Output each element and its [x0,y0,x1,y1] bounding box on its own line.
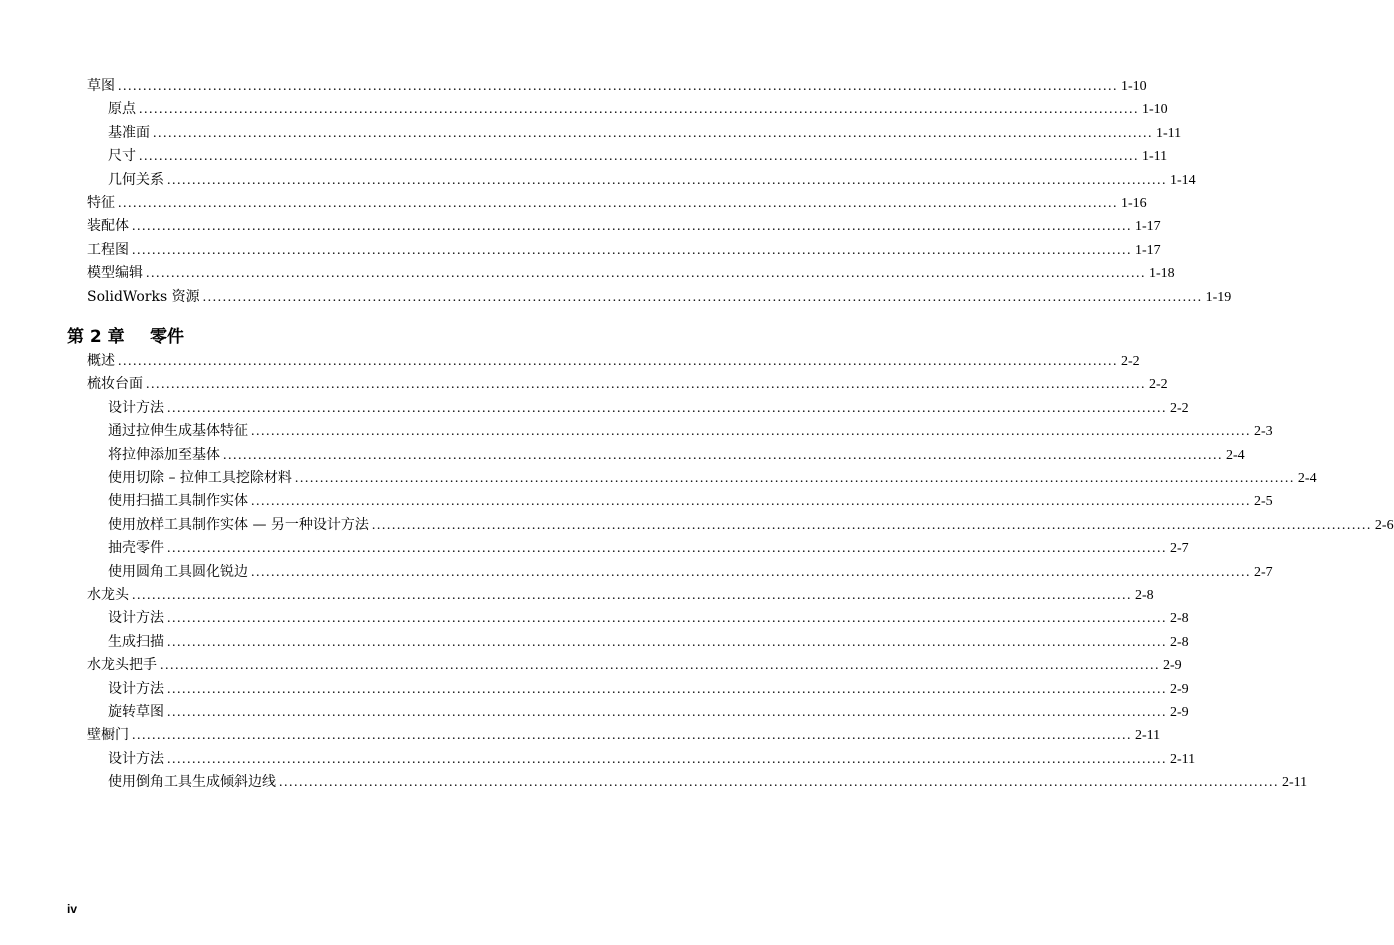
leader-dots: ........................................................................................................................................................................................................ [132,242,1132,258]
toc-entry[interactable] [108,563,1273,582]
toc-entry-page: 2-2 [1170,400,1189,416]
toc-entry-page: 1-14 [1170,172,1196,188]
toc-entry[interactable] [87,194,1147,213]
toc-entry-label: 使用放样工具制作实体 — 另一种设计方法 [108,516,369,533]
toc-entry-page: 2-3 [1254,424,1273,440]
leader-dots: ........................................................................................................................................................................................................ [139,149,1139,165]
toc-entry[interactable] [108,399,1189,418]
toc-entry-page: 2-9 [1170,681,1189,697]
toc-entry[interactable] [108,633,1189,652]
leader-dots: ........................................................................................................................................................................................................ [202,289,1203,305]
toc-entry-page: 1-18 [1149,266,1175,282]
chapter-number: 第 2 章 [67,327,125,347]
toc-entry[interactable] [87,586,1154,605]
toc-entry[interactable] [108,124,1182,143]
toc-entry-page: 1-11 [1142,149,1168,165]
toc-entry[interactable] [108,446,1245,465]
leader-dots: ........................................................................................................................................................................................................ [146,266,1146,282]
toc-entry-page: 2-6 [1374,517,1394,533]
toc-entry-label: 设计方法 [108,680,164,697]
toc-entry-label: 尺寸 [108,148,136,165]
toc-entry-page: 2-4 [1226,447,1245,463]
toc-entry-label: 通过拉伸生成基体特征 [108,423,248,440]
toc-entry-label: 使用切除 – 拉伸工具挖除材料 [108,470,292,486]
leader-dots: ........................................................................................................................................................................................................ [167,400,1167,416]
leader-dots: ........................................................................................................................................................................................................ [132,588,1132,603]
leader-dots: ........................................................................................................................................................................................................ [146,377,1146,393]
toc-entry[interactable] [108,492,1273,511]
toc-entry[interactable] [108,703,1189,722]
toc-entry[interactable] [87,726,1161,745]
toc-entry-label: 使用圆角工具圆化锐边 [108,563,248,580]
toc-entry-label: 水龙头把手 [87,657,157,674]
leader-dots: ........................................................................................................................................................................................................ [167,705,1167,720]
toc-entry-label: 特征 [87,195,115,211]
toc-entry-label: 几何关系 [108,171,164,188]
toc-entry-label: 旋转草图 [108,704,164,720]
leader-dots: ........................................................................................................................................................................................................ [251,564,1251,580]
leader-dots: ........................................................................................................................................................................................................ [167,634,1167,650]
toc-entry-label: 草图 [87,78,115,94]
toc-entry-page: 2-8 [1135,588,1154,603]
leader-dots: ........................................................................................................................................................................................................ [223,447,1223,463]
toc-entry[interactable] [87,217,1161,236]
toc-entry-label: 原点 [108,101,136,118]
leader-dots: ........................................................................................................................................................................................................ [118,79,1118,94]
toc-entry[interactable] [108,171,1196,190]
toc-entry-page: 2-9 [1170,705,1189,720]
toc-entry[interactable] [108,100,1168,119]
toc-entry-label: 使用倒角工具生成倾斜边线 [108,774,276,791]
toc-entry[interactable] [108,609,1189,628]
toc-entry-label: 梳妆台面 [87,376,143,393]
leader-dots: ........................................................................................................................................................................................................ [118,196,1118,211]
toc-entry[interactable] [108,750,1196,769]
page-number: iv [67,902,78,916]
toc-entry-label: 基准面 [108,124,150,141]
toc-entry-page: 2-11 [1282,775,1308,791]
toc-entry[interactable] [108,147,1168,166]
toc-entry[interactable] [108,516,1394,535]
leader-dots: ........................................................................................................................................................................................................ [153,125,1153,141]
toc-entry-page: 2-2 [1121,354,1140,369]
toc-entry-page: 1-17 [1135,219,1161,235]
toc-entry-label: 使用扫描工具制作实体 [108,493,248,510]
leader-dots: ........................................................................................................................................................................................................ [371,517,1372,533]
toc-entry-page: 2-7 [1254,564,1273,580]
toc-entry-page: 2-8 [1170,611,1189,627]
leader-dots: ........................................................................................................................................................................................................ [167,611,1167,627]
toc-entry-label: 生成扫描 [108,633,164,650]
leader-dots: ........................................................................................................................................................................................................ [167,541,1167,557]
toc-entry-label: SolidWorks 资源 [87,288,200,305]
toc-entry-label: 将拉伸添加至基体 [108,446,220,463]
chapter-title: 零件 [150,327,184,347]
leader-dots: ........................................................................................................................................................................................................ [167,751,1167,767]
toc-entry-page: 2-11 [1135,728,1161,744]
toc-entry[interactable] [108,539,1189,558]
toc-entry[interactable] [108,422,1273,441]
toc-entry-page: 2-9 [1163,658,1182,674]
toc-entry[interactable] [108,469,1317,488]
leader-dots: ........................................................................................................................................................................................................ [167,172,1167,188]
toc-entry-page: 2-4 [1297,471,1317,486]
chapter-heading [67,326,184,348]
leader-dots: ........................................................................................................................................................................................................ [294,471,1295,486]
toc-entry-label: 设计方法 [108,750,164,767]
toc-entry-label: 壁橱门 [87,727,129,744]
toc-entry[interactable] [87,264,1175,283]
leader-dots: ........................................................................................................................................................................................................ [118,354,1118,369]
toc-entry-label: 设计方法 [108,610,164,627]
toc-entry[interactable] [87,77,1147,96]
toc-entry-label: 装配体 [87,218,129,235]
toc-entry[interactable] [87,288,1232,307]
leader-dots: ........................................................................................................................................................................................................ [279,775,1279,791]
toc-entry[interactable] [87,656,1182,675]
toc-entry-page: 1-10 [1142,102,1168,118]
toc-entry[interactable] [108,773,1308,792]
toc-entry-label: 设计方法 [108,399,164,416]
leader-dots: ........................................................................................................................................................................................................ [167,681,1167,697]
leader-dots: ........................................................................................................................................................................................................ [132,219,1132,235]
toc-entry-page: 1-16 [1121,196,1147,211]
toc-entry-page: 1-10 [1121,79,1147,94]
toc-entry-label: 抽壳零件 [108,540,164,557]
toc-entry-page: 2-5 [1254,494,1273,510]
toc-entry-label: 模型编辑 [87,265,143,282]
leader-dots: ........................................................................................................................................................................................................ [251,424,1251,440]
toc-entry-page: 2-11 [1170,751,1196,767]
toc-entry-page: 2-7 [1170,541,1189,557]
leader-dots: ........................................................................................................................................................................................................ [132,728,1132,744]
leader-dots: ........................................................................................................................................................................................................ [251,494,1251,510]
toc-entry[interactable] [87,241,1161,260]
toc-entry-page: 1-17 [1135,242,1161,258]
toc-entry-label: 概述 [87,353,115,369]
toc-entry-page: 1-11 [1156,125,1182,141]
toc-entry[interactable] [87,352,1140,371]
toc-entry-label: 水龙头 [87,587,129,603]
toc-entry-page: 1-19 [1205,289,1232,305]
toc-entry-page: 2-8 [1170,634,1189,650]
leader-dots: ........................................................................................................................................................................................................ [139,102,1139,118]
toc-entry[interactable] [108,680,1189,699]
toc-entry[interactable] [87,375,1168,394]
leader-dots: ........................................................................................................................................................................................................ [160,658,1160,674]
toc-entry-label: 工程图 [87,241,129,258]
toc-entry-page: 2-2 [1149,377,1168,393]
